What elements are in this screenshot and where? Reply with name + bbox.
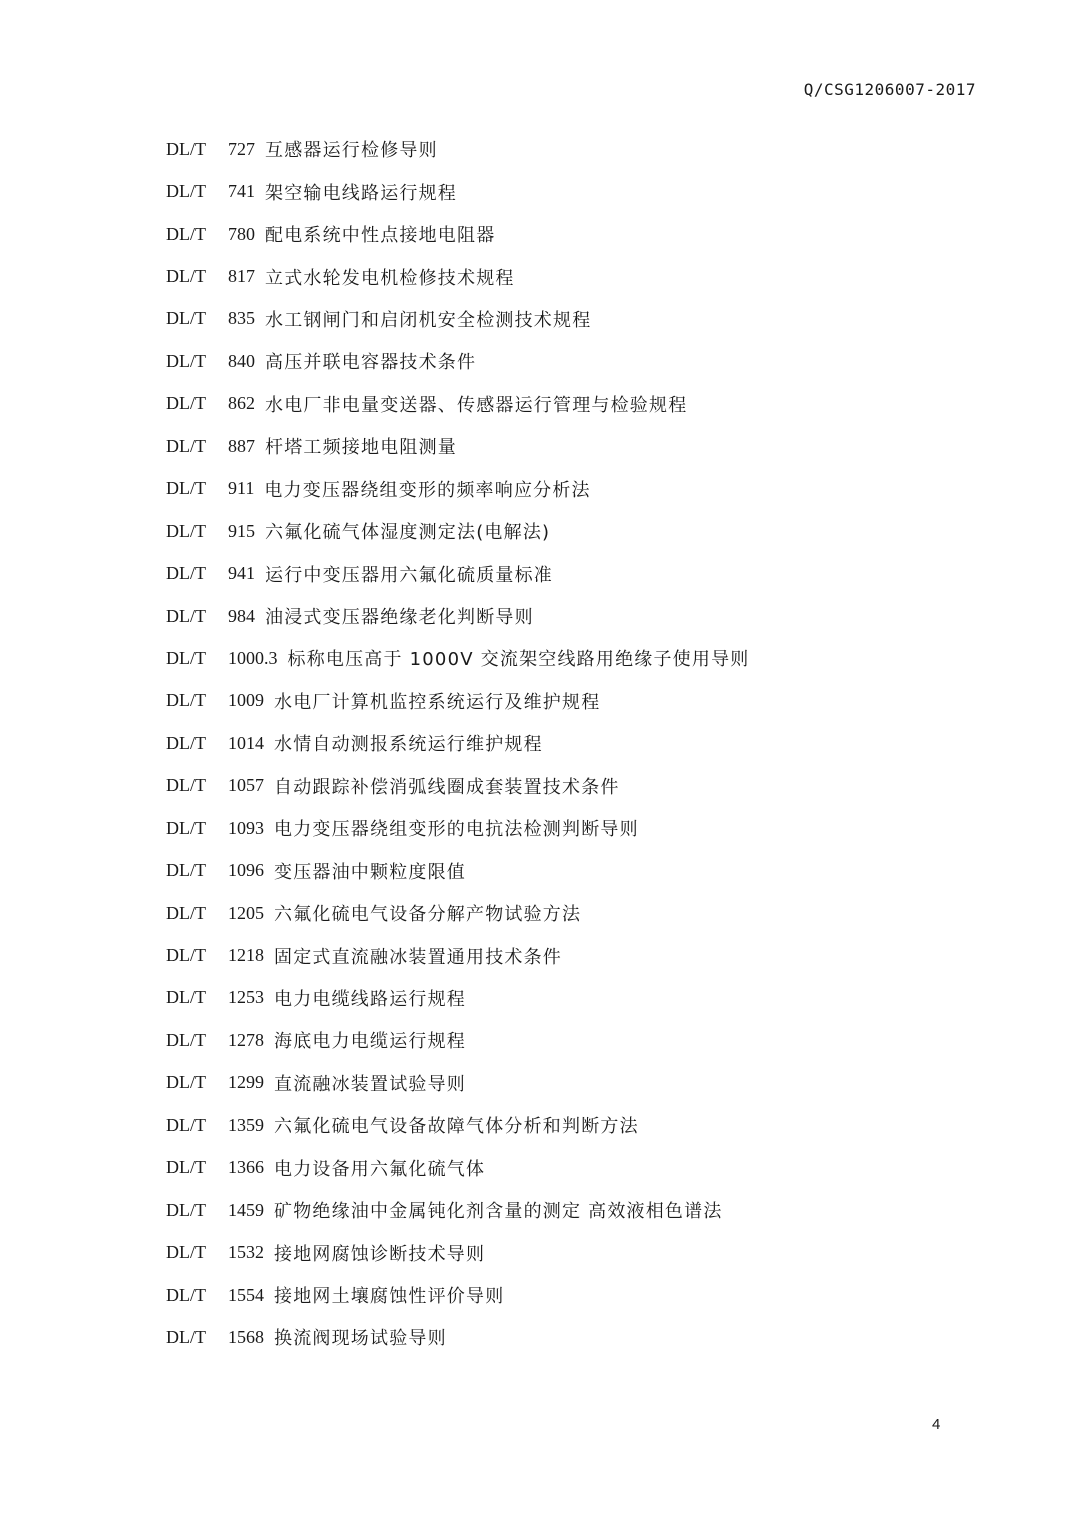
reference-row [166,807,966,849]
standard-prefix: DL/T [166,520,206,541]
reference-row [166,1062,966,1104]
reference-row [166,340,966,382]
standard-prefix: DL/T [166,647,206,668]
standard-prefix: DL/T [166,1284,206,1305]
standard-prefix: DL/T [166,1199,206,1220]
standard-title: 水情自动测报系统运行维护规程 [274,734,543,756]
standard-prefix: DL/T [166,435,206,456]
standard-number: 911 [228,478,255,499]
standard-number: 1299 [228,1072,264,1093]
reference-row [166,510,966,552]
standard-prefix: DL/T [166,223,206,244]
reference-row [166,934,966,976]
standard-prefix: DL/T [166,817,206,838]
standard-number: 1366 [228,1157,264,1178]
reference-row [166,1019,966,1061]
standard-title: 电力变压器绕组变形的频率响应分析法 [264,479,591,501]
standard-number: 862 [228,393,255,414]
reference-row [166,552,966,594]
reference-row [166,1104,966,1146]
standard-number: 1218 [228,945,264,966]
standard-number: 1000.3 [228,647,278,668]
standard-prefix: DL/T [166,1114,206,1135]
standard-title: 接地网土壤腐蚀性评价导则 [274,1286,505,1308]
standard-number: 1459 [228,1199,264,1220]
standard-number: 984 [228,605,255,626]
standard-prefix: DL/T [166,1029,206,1050]
standard-number: 1532 [228,1242,264,1263]
reference-row [166,680,966,722]
standard-number: 1205 [228,902,264,923]
standard-prefix: DL/T [166,605,206,626]
reference-row [166,765,966,807]
standard-prefix: DL/T [166,860,206,881]
reference-row [166,637,966,679]
standard-number: 780 [228,223,255,244]
standard-title: 标称电压高于 1000V 交流架空线路用绝缘子使用导则 [287,649,750,671]
standard-title: 高压并联电容器技术条件 [265,352,477,374]
standard-prefix: DL/T [166,775,206,796]
standard-title: 杆塔工频接地电阻测量 [265,437,457,459]
standard-prefix: DL/T [166,1242,206,1263]
reference-row [166,722,966,764]
standard-prefix: DL/T [166,1157,206,1178]
standard-number: 941 [228,563,255,584]
reference-row [166,255,966,297]
reference-row [166,849,966,891]
standard-number: 915 [228,520,255,541]
reference-row [166,213,966,255]
standard-title: 变压器油中颗粒度限值 [274,861,466,883]
standard-title: 直流融冰装置试验导则 [274,1073,466,1095]
standard-number: 1253 [228,987,264,1008]
standard-prefix: DL/T [166,393,206,414]
standard-title: 水电厂非电量变送器、传感器运行管理与检验规程 [265,394,688,416]
standard-title: 换流阀现场试验导则 [274,1328,447,1350]
reference-row [166,1274,966,1316]
standard-number: 741 [228,181,255,202]
standard-title: 六氟化硫电气设备故障气体分析和判断方法 [274,1116,639,1138]
document-code: Q/CSG1206007-2017 [803,80,976,99]
standard-title: 电力电缆线路运行规程 [274,988,466,1010]
standard-prefix: DL/T [166,1072,206,1093]
standard-number: 1554 [228,1284,264,1305]
standard-prefix: DL/T [166,1326,206,1347]
standard-number: 1093 [228,817,264,838]
standard-prefix: DL/T [166,902,206,923]
standard-number: 1096 [228,860,264,881]
standard-title: 架空输电线路运行规程 [265,182,457,204]
reference-row [166,1316,966,1358]
standard-prefix: DL/T [166,987,206,1008]
standard-prefix: DL/T [166,945,206,966]
standard-title: 配电系统中性点接地电阻器 [265,225,496,247]
reference-row [166,595,966,637]
standard-number: 1278 [228,1029,264,1050]
standard-title: 立式水轮发电机检修技术规程 [265,267,515,289]
standard-prefix: DL/T [166,266,206,287]
reference-row [166,1147,966,1189]
reference-row [166,977,966,1019]
standard-title: 海底电力电缆运行规程 [274,1031,466,1053]
standard-title: 矿物绝缘油中金属钝化剂含量的测定 高效液相色谱法 [274,1201,723,1223]
standard-title: 固定式直流融冰装置通用技术条件 [274,946,562,968]
standard-number: 1009 [228,690,264,711]
standard-prefix: DL/T [166,732,206,753]
standard-prefix: DL/T [166,563,206,584]
standard-title: 油浸式变压器绝缘老化判断导则 [265,607,534,629]
reference-row [166,1189,966,1231]
page-number: 4 [932,1416,941,1433]
reference-row [166,892,966,934]
standard-number: 887 [228,435,255,456]
standard-title: 电力变压器绕组变形的电抗法检测判断导则 [274,819,639,841]
reference-row [166,128,966,170]
standard-title: 六氟化硫气体湿度测定法(电解法) [265,522,551,544]
standard-prefix: DL/T [166,478,206,499]
standard-prefix: DL/T [166,181,206,202]
standard-title: 水工钢闸门和启闭机安全检测技术规程 [265,309,592,331]
standard-number: 835 [228,308,255,329]
standard-title: 水电厂计算机监控系统运行及维护规程 [274,691,601,713]
standards-reference-list [166,128,966,1359]
reference-row [166,383,966,425]
standard-title: 互感器运行检修导则 [265,140,438,162]
standard-number: 1359 [228,1114,264,1135]
standard-number: 1057 [228,775,264,796]
standard-number: 840 [228,350,255,371]
standard-number: 727 [228,138,255,159]
reference-row [166,425,966,467]
reference-row [166,170,966,212]
standard-title: 电力设备用六氟化硫气体 [274,1158,486,1180]
standard-prefix: DL/T [166,308,206,329]
standard-title: 运行中变压器用六氟化硫质量标准 [265,564,553,586]
standard-number: 1568 [228,1326,264,1347]
standard-prefix: DL/T [166,690,206,711]
reference-row [166,298,966,340]
standard-title: 六氟化硫电气设备分解产物试验方法 [274,904,582,926]
reference-row [166,1231,966,1273]
standard-number: 817 [228,266,255,287]
reference-row [166,468,966,510]
standard-title: 自动跟踪补偿消弧线圈成套装置技术条件 [274,776,620,798]
standard-number: 1014 [228,732,264,753]
standard-prefix: DL/T [166,350,206,371]
standard-title: 接地网腐蚀诊断技术导则 [274,1243,486,1265]
standard-prefix: DL/T [166,138,206,159]
